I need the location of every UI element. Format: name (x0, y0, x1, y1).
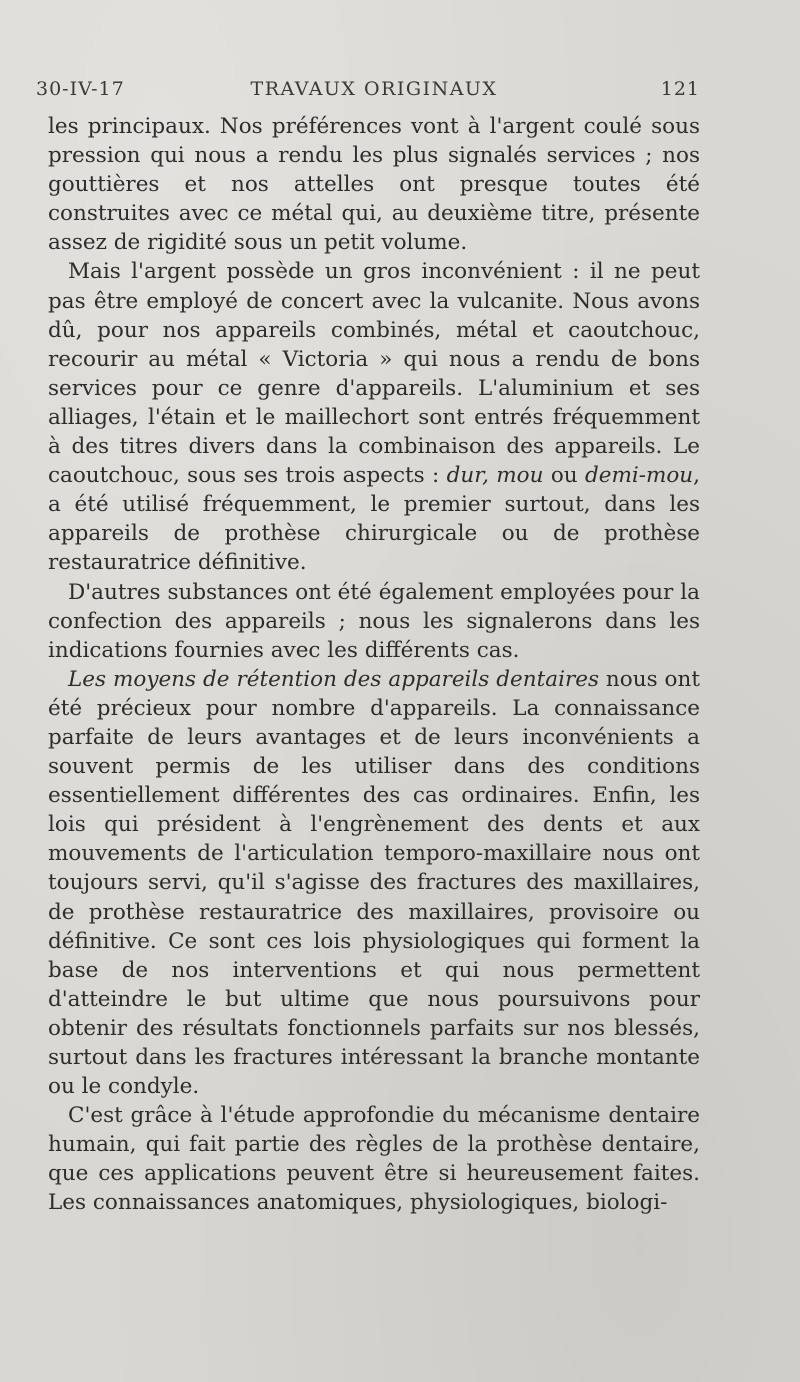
body-text (48, 112, 700, 1218)
paragraph-1-text: les principaux. Nos préférences vont à l'argent coulé sous pression qui nous a rendu les plus signalés services ; nos gouttières et nos attelles ont presque toutes été construites avec ce métal qui, au deuxième titre, présente assez de rigidité sous un petit volume. (48, 114, 700, 256)
document-page (36, 78, 700, 1218)
paragraph-3-text: D'autres substances ont été également employées pour la confection des appareils ; nous les signalerons dans les indications fournies avec les différents cas. (48, 579, 700, 663)
paragraph-4-text: nous ont été précieux pour nombre d'appareils. La connaissance parfaite de leurs avantages et de leurs inconvénients a souvent permis de les utiliser dans des conditions essentiellement différentes des cas ordinaires. Enfin, les lois qui président à l'engrènement des dents et aux mouvements de l'articulation temporo-maxillaire nous ont toujours servi, qu'il s'agisse des fractures des maxillaires, de prothèse restauratrice des maxillaires, provisoire ou définitive. Ce sont ces lois physiologiques qui forment la base de nos interventions et qui nous permettent d'atteindre le but ultime que nous poursuivons pour obtenir des résultats fonctionnels parfaits sur nos blessés, surtout dans les fractures intéressant la branche montante ou le condyle. (48, 666, 700, 1100)
paragraph-1 (48, 112, 700, 257)
section-title: TRAVAUX ORIGINAUX (250, 78, 498, 100)
paragraph-3 (48, 578, 700, 665)
paragraph-2-text-start: Mais l'argent possède un gros inconvénient : il ne peut pas être employé de concert avec la vulcanite. Nous avons dû, pour nos appareils combinés, métal et caoutchouc, recourir au métal « Victoria » qui nous a rendu de bons services pour ce genre d'appareils. L'aluminium et ses alliages, l'étain et le maillechort sont entrés fréquemment à des titres divers dans la combinaison des appareils. Le caoutchouc, sous ses trois aspects : (48, 259, 700, 489)
paragraph-2-text-middle: ou (543, 463, 585, 489)
paragraph-2 (48, 257, 700, 577)
paragraph-5-text: C'est grâce à l'étude approfondie du mécanisme dentaire humain, qui fait partie des règles de la prothèse dentaire, que ces applications peuvent être si heureusement faites. Les connaissances anatomiques, physiologiques, biologi- (48, 1103, 700, 1216)
issue-date: 30-IV-17 (36, 78, 125, 100)
paragraph-2-emphasis-2: demi-mou (584, 463, 694, 489)
paragraph-4 (48, 665, 700, 1101)
paragraph-2-text-end: , a été utilisé fréquemment, le premier surtout, dans les appareils de prothèse chirurgicale ou de prothèse restauratrice définitive. (48, 463, 700, 576)
paragraph-2-emphasis-1: dur, mou (446, 463, 544, 489)
page-number: 121 (660, 78, 700, 100)
paragraph-5 (48, 1101, 700, 1217)
running-head (36, 78, 700, 112)
paragraph-4-emphasis: Les moyens de rétention des appareils dentaires (68, 666, 599, 692)
